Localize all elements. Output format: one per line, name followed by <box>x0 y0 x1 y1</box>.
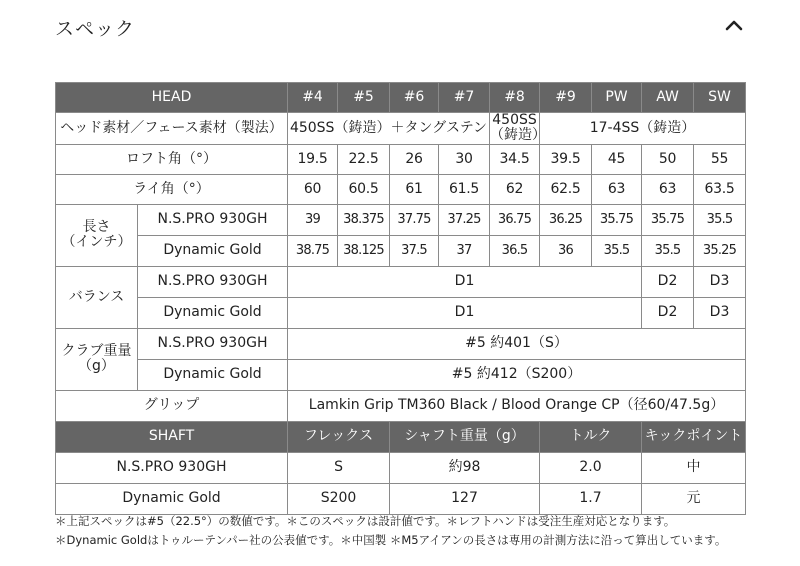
balance-aw: D2 <box>642 266 694 297</box>
length-label-line2: （インチ） <box>61 234 132 251</box>
loft-value: 30 <box>439 144 490 174</box>
weight-label-line1: クラブ重量 <box>61 342 132 359</box>
club-header: SW <box>694 83 746 113</box>
torque-header: トルク <box>540 421 642 452</box>
shaft-row <box>56 483 746 514</box>
loft-value: 19.5 <box>288 144 338 174</box>
lie-label: ライ角（°） <box>56 174 288 204</box>
shaft-torque: 1.7 <box>540 483 642 514</box>
lie-value: 63 <box>642 174 694 204</box>
shaft-name: Dynamic Gold <box>138 235 288 266</box>
shaft-header-row <box>56 421 746 452</box>
length-value: 35.25 <box>694 235 746 266</box>
length-label <box>56 204 138 266</box>
club-header: PW <box>592 83 642 113</box>
loft-value: 39.5 <box>540 144 592 174</box>
footnote-line: ＊上記スペックは#5（22.5°）の数値です。＊このスペックは設計値です。＊レフトハンドは受注生産対応となります。 <box>55 514 676 528</box>
shaft-name: Dynamic Gold <box>56 483 288 514</box>
shaft-name: N.S.PRO 930GH <box>56 452 288 483</box>
balance-sw: D3 <box>694 297 746 328</box>
loft-value: 55 <box>694 144 746 174</box>
loft-value: 26 <box>390 144 439 174</box>
lie-value: 60.5 <box>338 174 390 204</box>
shaft-flex: S200 <box>288 483 390 514</box>
shaft-torque: 2.0 <box>540 452 642 483</box>
weight-row-dg <box>56 359 746 390</box>
material-group3: 17-4SS（鋳造） <box>540 113 746 145</box>
length-label-line1: 長さ <box>82 218 111 235</box>
shaft-row <box>56 452 746 483</box>
kick-point-header: キックポイント <box>642 421 746 452</box>
club-header: AW <box>642 83 694 113</box>
length-row-dg <box>56 235 746 266</box>
loft-row <box>56 144 746 174</box>
length-value: 36.5 <box>490 235 540 266</box>
page-title: スペック <box>55 18 136 40</box>
length-row-ns <box>56 204 746 235</box>
shaft-flex: S <box>288 452 390 483</box>
spec-table <box>55 82 746 515</box>
club-header: #4 <box>288 83 338 113</box>
footnotes <box>55 512 755 550</box>
loft-label: ロフト角（°） <box>56 144 288 174</box>
chevron-up-icon[interactable] <box>722 14 746 38</box>
length-value: 38.125 <box>338 235 390 266</box>
length-value: 36.25 <box>540 204 592 235</box>
lie-value: 63.5 <box>694 174 746 204</box>
material-group2 <box>490 112 547 145</box>
length-value: 37.25 <box>439 204 490 235</box>
lie-value: 61.5 <box>439 174 490 204</box>
length-value: 35.5 <box>642 235 694 266</box>
length-value: 36 <box>540 235 592 266</box>
club-header: #5 <box>338 83 390 113</box>
grip-value: Lamkin Grip TM360 Black / Blood Orange CP（径60/47.5g） <box>288 390 746 421</box>
material-group2-line2: （鋳造） <box>490 127 547 144</box>
shaft-weight-header: シャフト重量（g） <box>390 421 540 452</box>
length-value: 37.5 <box>390 235 439 266</box>
shaft-name: N.S.PRO 930GH <box>138 328 288 359</box>
loft-value: 50 <box>642 144 694 174</box>
shaft-kick-point: 元 <box>642 483 746 514</box>
lie-value: 63 <box>592 174 642 204</box>
lie-value: 61 <box>390 174 439 204</box>
shaft-name: Dynamic Gold <box>138 359 288 390</box>
length-value: 35.5 <box>592 235 642 266</box>
balance-row-dg <box>56 297 746 328</box>
lie-value: 62 <box>490 174 540 204</box>
balance-main: D1 <box>288 297 642 328</box>
shaft-name: N.S.PRO 930GH <box>138 266 288 297</box>
weight-row-ns <box>56 328 746 359</box>
lie-value: 62.5 <box>540 174 592 204</box>
head-header-label: HEAD <box>56 83 288 113</box>
balance-main: D1 <box>288 266 642 297</box>
length-value: 39 <box>288 204 338 235</box>
length-value: 35.75 <box>642 204 694 235</box>
shaft-name: N.S.PRO 930GH <box>138 204 288 235</box>
grip-row <box>56 390 746 421</box>
material-label: ヘッド素材／フェース素材（製法） <box>56 113 288 145</box>
loft-value: 34.5 <box>490 144 540 174</box>
material-group1: 450SS（鋳造）＋タングステン <box>288 113 490 145</box>
loft-value: 22.5 <box>338 144 390 174</box>
flex-header: フレックス <box>288 421 390 452</box>
shaft-weight: 約98 <box>390 452 540 483</box>
club-header: #9 <box>540 83 592 113</box>
length-value: 38.375 <box>338 204 390 235</box>
material-row <box>56 113 746 145</box>
balance-sw: D3 <box>694 266 746 297</box>
footnote-line: ＊Dynamic Goldはトゥルーテンパー社の公表値です。＊中国製 ＊M5アイアンの長さは専用の計測方法に沿って算出しています。 <box>55 533 727 547</box>
weight-value: #5 約401（S） <box>288 328 746 359</box>
length-value: 35.5 <box>694 204 746 235</box>
length-value: 35.75 <box>592 204 642 235</box>
lie-value: 60 <box>288 174 338 204</box>
balance-row-ns <box>56 266 746 297</box>
club-header: #6 <box>390 83 439 113</box>
shaft-kick-point: 中 <box>642 452 746 483</box>
shaft-header-label: SHAFT <box>56 421 288 452</box>
balance-aw: D2 <box>642 297 694 328</box>
shaft-name: Dynamic Gold <box>138 297 288 328</box>
shaft-weight: 127 <box>390 483 540 514</box>
head-header-row <box>56 83 746 113</box>
club-header: #8 <box>490 83 540 113</box>
weight-label-line2: （g） <box>78 358 115 375</box>
material-group2-line1: 450SS <box>492 112 537 128</box>
weight-label <box>56 328 138 390</box>
club-header: #7 <box>439 83 490 113</box>
length-value: 37 <box>439 235 490 266</box>
loft-value: 45 <box>592 144 642 174</box>
length-value: 37.75 <box>390 204 439 235</box>
lie-row <box>56 174 746 204</box>
length-value: 36.75 <box>490 204 540 235</box>
length-value: 38.75 <box>288 235 338 266</box>
grip-label: グリップ <box>56 390 288 421</box>
weight-value: #5 約412（S200） <box>288 359 746 390</box>
balance-label: バランス <box>56 266 138 328</box>
